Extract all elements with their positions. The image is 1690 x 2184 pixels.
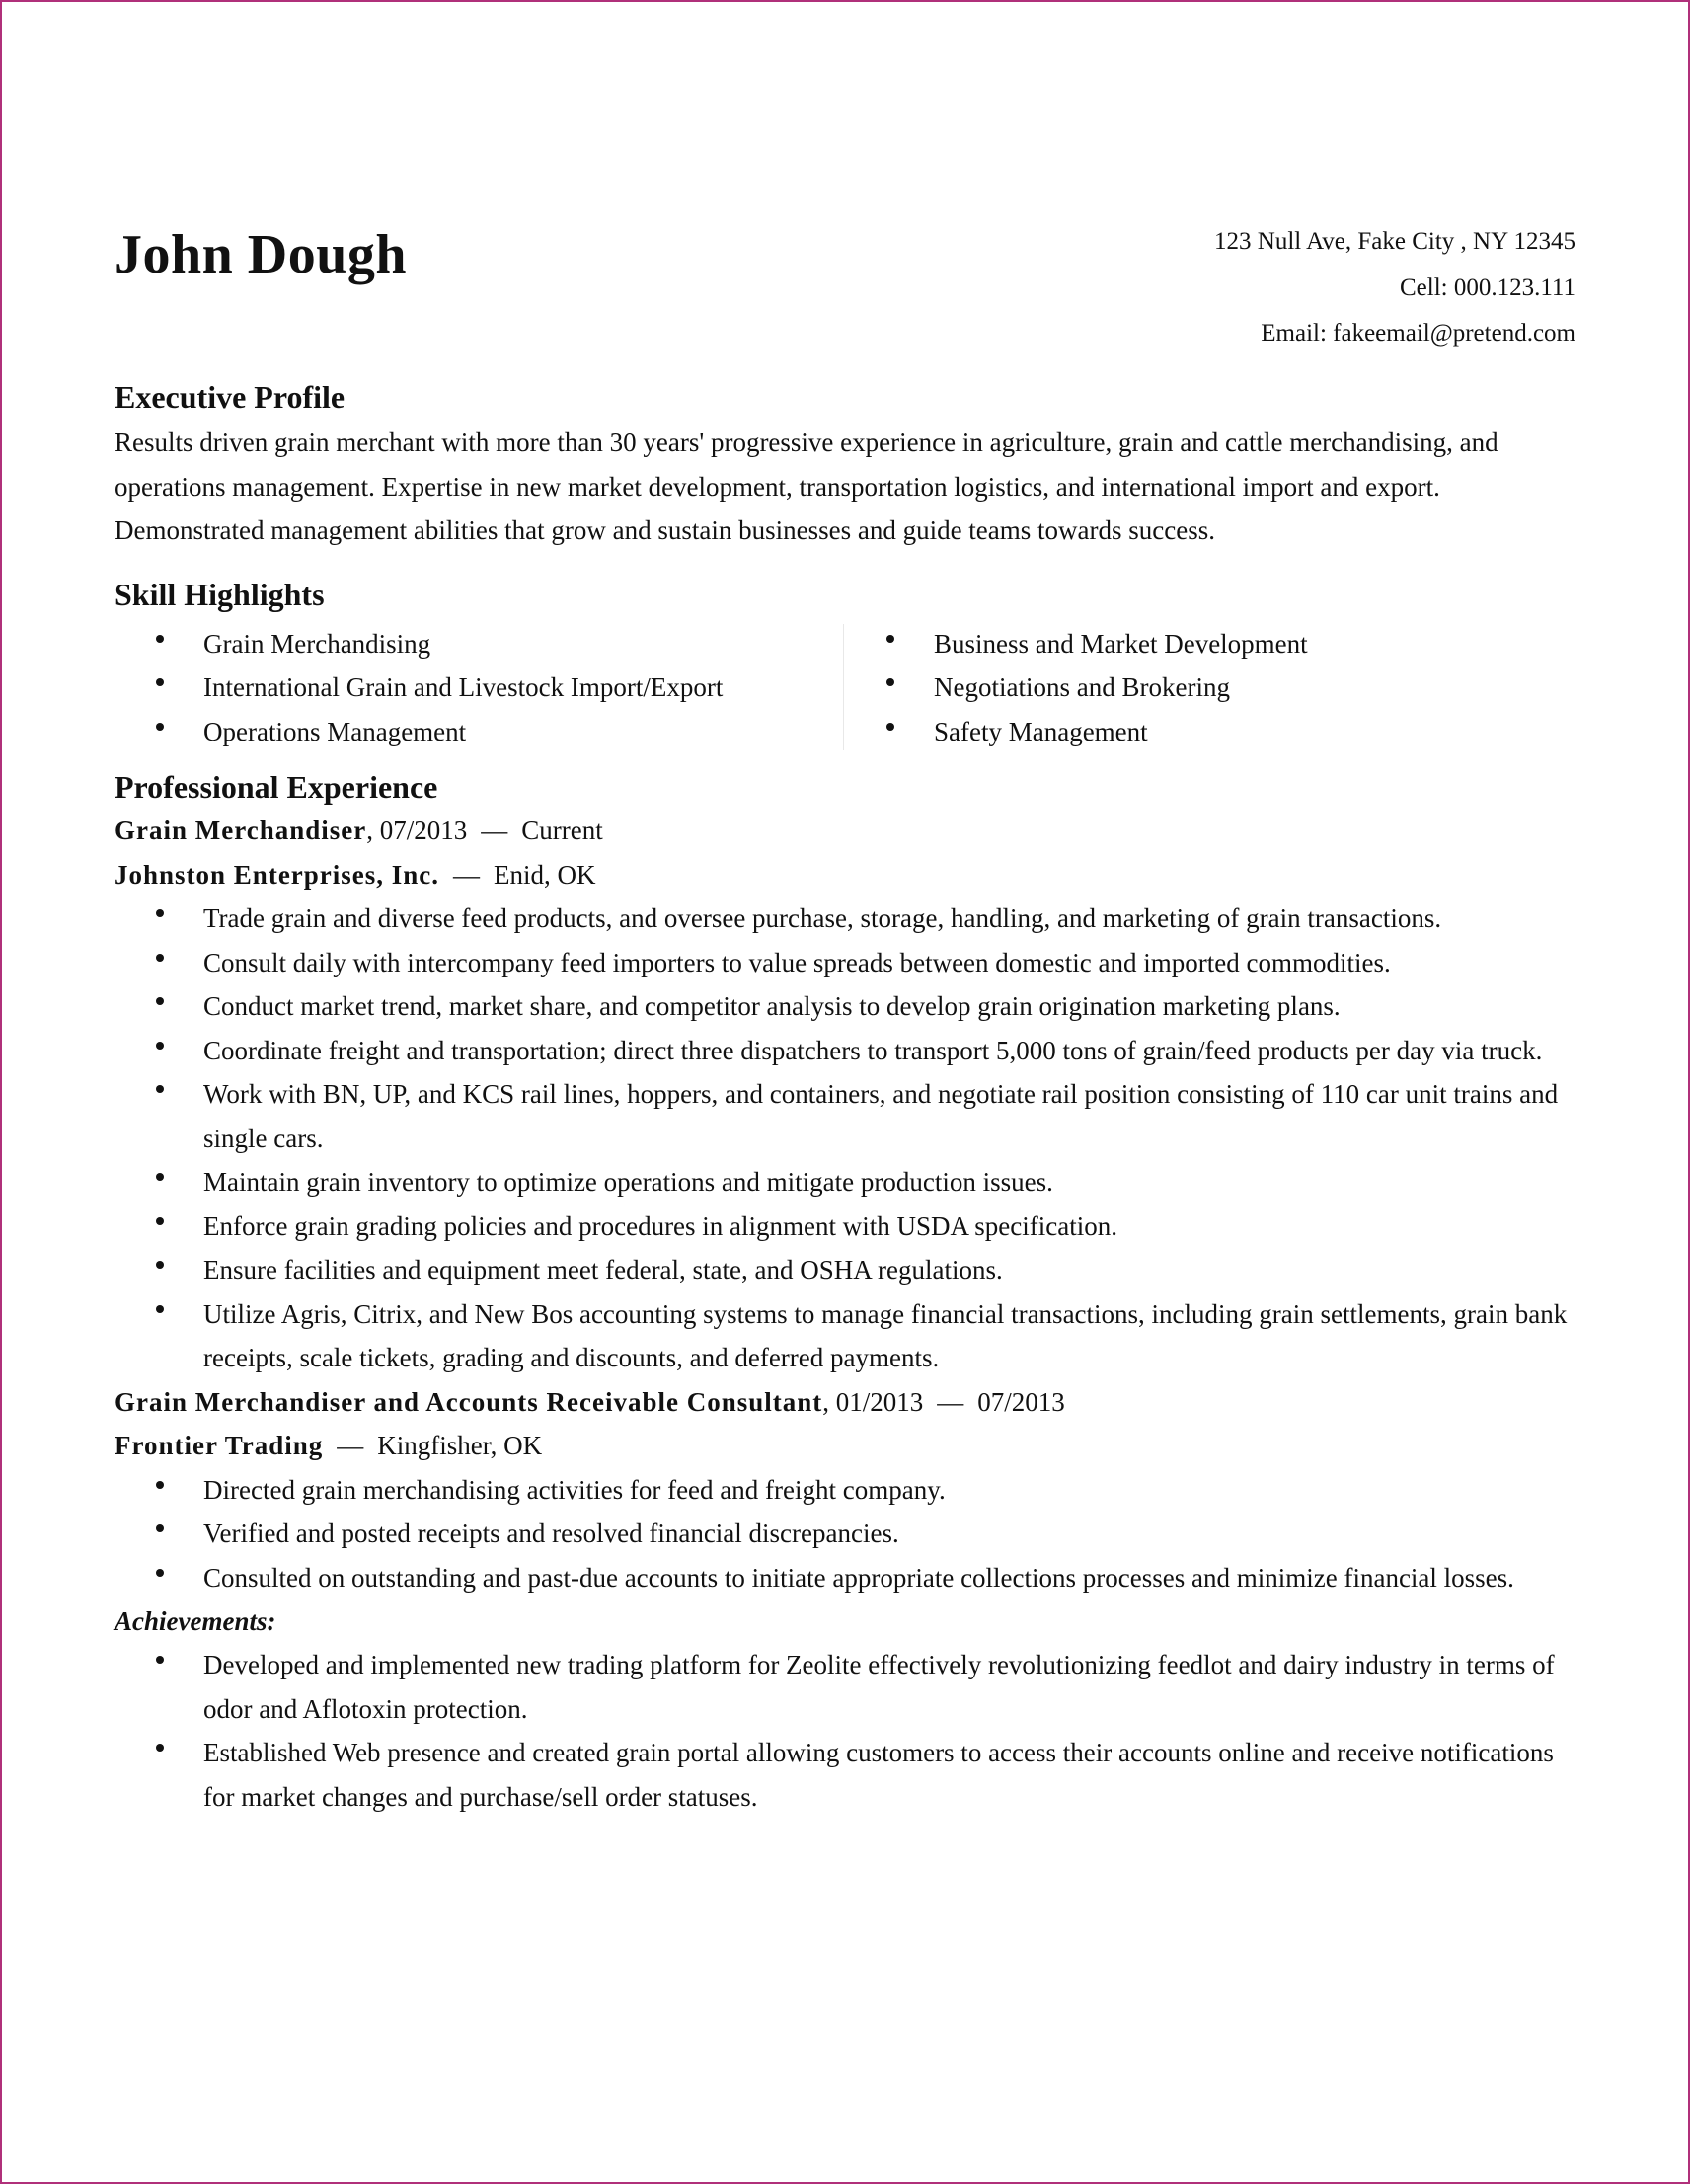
duty-item: Conduct market trend, market share, and competitor analysis to develop grain origination marketing plans. [115,984,1575,1029]
section-title-profile: Executive Profile [115,379,346,415]
duty-item: Work with BN, UP, and KCS rail lines, hoppers, and containers, and negotiate rail position consisting of 110 car unit trains and single cars. [115,1072,1575,1160]
duty-item: Directed grain merchandising activities for feed and freight company. [115,1468,1575,1513]
duty-item: Ensure facilities and equipment meet federal, state, and OSHA regulations. [115,1248,1575,1292]
skills-left-list [115,622,845,754]
achievement-item: Established Web presence and created grain portal allowing customers to access their accounts online and receive notifications for market changes and purchase/sell order statuses. [115,1731,1575,1819]
achievements-list [115,1643,1575,1819]
date-dash: — [937,1386,964,1417]
candidate-name: John Dough [115,224,408,285]
skill-item: International Grain and Livestock Import/Export [115,665,845,710]
job-end-date: Current [521,816,603,845]
cell-phone: Cell: 000.123.111 [1399,273,1575,301]
job-role: Grain Merchandiser and Accounts Receivable Consultant [115,1386,823,1417]
resume-body [115,375,1575,1819]
job-role: Grain Merchandiser [115,816,367,845]
job-duties-list [115,897,1575,1380]
duty-item: Enforce grain grading policies and procedures in alignment with USDA specification. [115,1205,1575,1249]
job-duties-list [115,1468,1575,1600]
duty-item: Coordinate freight and transportation; direct three dispatchers to transport 5,000 tons of grain/feed products per day via truck. [115,1029,1575,1073]
section-title-experience: Professional Experience [115,769,438,805]
job-start-date: , 01/2013 [822,1386,924,1417]
company-location: Enid, OK [494,859,596,890]
company-dash: — [337,1431,364,1460]
contact-block [1214,219,1575,357]
skill-item: Operations Management [115,710,845,754]
job-title-line [115,809,1575,853]
job-end-date: 07/2013 [977,1386,1065,1417]
skill-item: Negotiations and Brokering [845,665,1575,710]
achievement-item: Developed and implemented new trading platform for Zeolite effectively revolutionizing feedlot and dairy industry in terms of odor and Aflotoxin protection. [115,1643,1575,1731]
date-dash: — [481,816,508,845]
company-name: Johnston Enterprises, Inc. [115,859,440,890]
duty-item: Consult daily with intercompany feed importers to value spreads between domestic and imported commodities. [115,941,1575,985]
company-location: Kingfisher, OK [377,1431,543,1460]
company-name: Frontier Trading [115,1431,324,1460]
job-title-line [115,1380,1575,1425]
company-line [115,1424,1575,1468]
profile-text: Results driven grain merchant with more than 30 years' progressive experience in agriculture, grain and cattle merchandising, and operations management. Expertise in new market development, transportation logistics, and international import and export. Demonstrated management abilities that grow and sustain businesses and guide teams towards success. [115,428,1498,545]
skill-item: Grain Merchandising [115,622,845,666]
duty-item: Utilize Agris, Citrix, and New Bos accounting systems to manage financial transactions, including grain settlements, grain bank receipts, scale tickets, grading and discounts, and deferred payments. [115,1292,1575,1380]
duty-item: Maintain grain inventory to optimize operations and mitigate production issues. [115,1160,1575,1205]
achievements-label: Achievements: [115,1606,276,1636]
skill-item: Business and Market Development [845,622,1575,666]
duty-item: Trade grain and diverse feed products, and oversee purchase, storage, handling, and marketing of grain transactions. [115,897,1575,941]
company-line [115,853,1575,897]
section-title-skills: Skill Highlights [115,576,325,612]
job-start-date: , 07/2013 [366,816,468,845]
duty-item: Verified and posted receipts and resolved financial discrepancies. [115,1512,1575,1556]
duty-item: Consulted on outstanding and past-due accounts to initiate appropriate collections processes and minimize financial losses. [115,1556,1575,1600]
skill-item: Safety Management [845,710,1575,754]
skills-right-list [845,622,1575,754]
address: 123 Null Ave, Fake City , NY 12345 [1214,228,1575,255]
skills-table [115,622,1575,754]
company-dash: — [453,859,481,890]
email: Email: fakeemail@pretend.com [1261,320,1575,347]
